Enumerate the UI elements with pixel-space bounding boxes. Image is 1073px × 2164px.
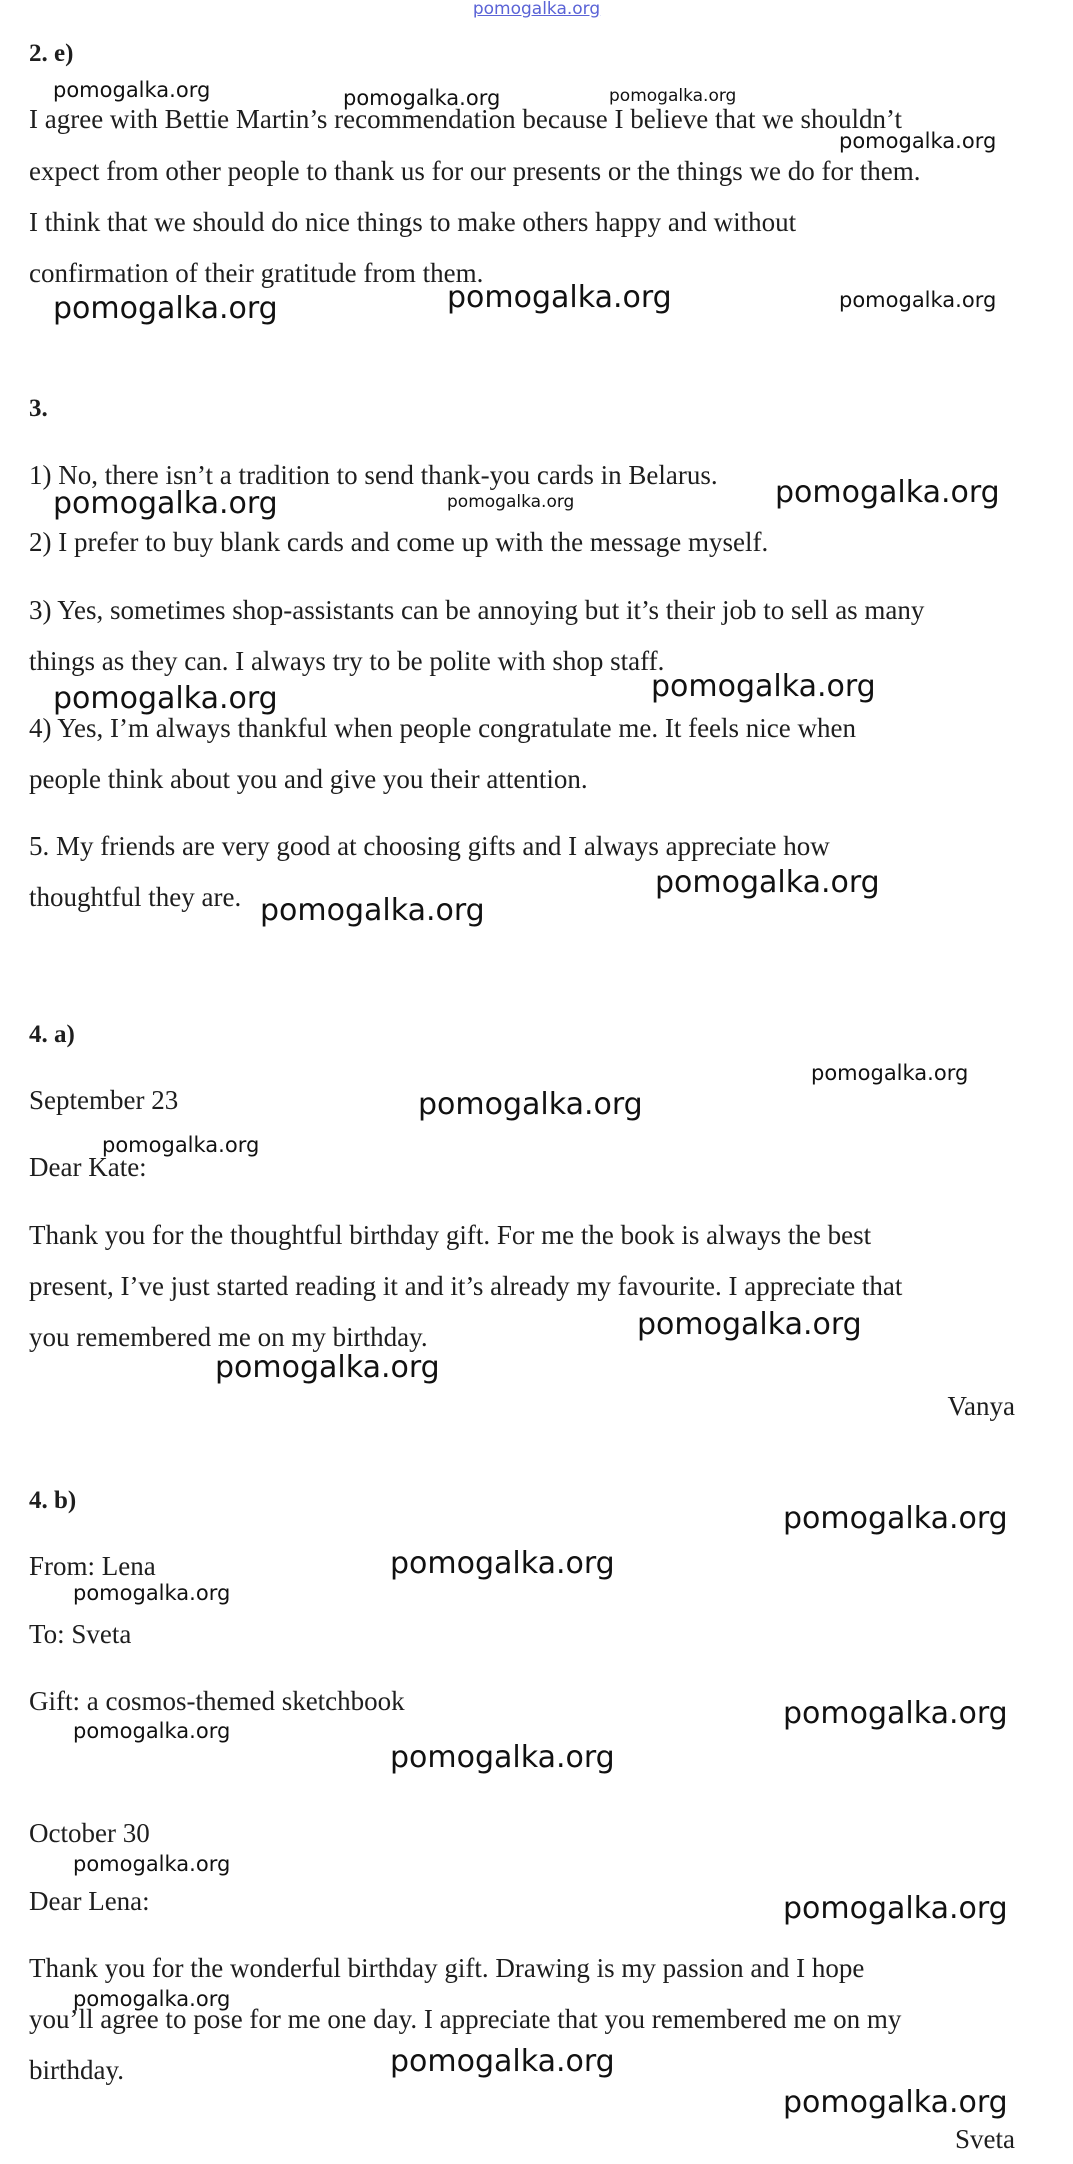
watermark: pomogalka.org xyxy=(390,2044,615,2079)
watermark: pomogalka.org xyxy=(783,1891,1008,1926)
watermark: pomogalka.org xyxy=(655,865,880,900)
watermark: pomogalka.org xyxy=(839,288,997,312)
letter-line: birthday. xyxy=(29,2055,124,2085)
letter-line: you remembered me on my birthday. xyxy=(29,1322,428,1352)
watermark: pomogalka.org xyxy=(53,291,278,326)
watermark: pomogalka.org xyxy=(783,1501,1008,1536)
watermark: pomogalka.org xyxy=(390,1546,615,1581)
answer-2: 2) I prefer to buy blank cards and come up with the message myself. xyxy=(29,527,769,557)
letter-line: Thank you for the wonderful birthday gift. Drawing is my passion and I hope xyxy=(29,1953,865,1983)
letter-line: you’ll agree to pose for me one day. I appreciate that you remembered me on my xyxy=(29,2004,902,2034)
answer-3: 3) Yes, sometimes shop-assistants can be annoying but it’s their job to sell as many xyxy=(29,595,925,625)
heading-2e: 2. e) xyxy=(29,40,74,67)
watermark: pomogalka.org xyxy=(783,2085,1008,2120)
watermark: pomogalka.org xyxy=(390,1740,615,1775)
letter-date: October 30 xyxy=(29,1818,150,1848)
letter-greeting: Dear Lena: xyxy=(29,1886,150,1916)
text-line: expect from other people to thank us for our presents or the things we do for them. xyxy=(29,156,921,186)
watermark: pomogalka.org xyxy=(447,492,575,512)
heading-4b: 4. b) xyxy=(29,1487,77,1514)
watermark: pomogalka.org xyxy=(102,1133,260,1157)
card-to: To: Sveta xyxy=(29,1619,132,1649)
answer-4: 4) Yes, I’m always thankful when people congratulate me. It feels nice when xyxy=(29,713,856,743)
answer-5-cont: thoughtful they are. xyxy=(29,882,242,912)
text-line: I think that we should do nice things to make others happy and without xyxy=(29,207,797,237)
text-line: I agree with Bettie Martin’s recommendation because I believe that we shouldn’t xyxy=(29,104,902,134)
answer-1: 1) No, there isn’t a tradition to send thank-you cards in Belarus. xyxy=(29,460,718,490)
watermark: pomogalka.org xyxy=(811,1061,969,1085)
watermark: pomogalka.org xyxy=(73,1719,231,1743)
watermark: pomogalka.org xyxy=(783,1696,1008,1731)
watermark: pomogalka.org xyxy=(53,78,211,102)
heading-4a: 4. a) xyxy=(29,1021,75,1048)
letter-line: present, I’ve just started reading it and it’s already my favourite. I appreciate that xyxy=(29,1271,903,1301)
answer-3-cont: things as they can. I always try to be polite with shop staff. xyxy=(29,646,665,676)
header-link[interactable]: pomogalka.org xyxy=(472,0,601,19)
watermark: pomogalka.org xyxy=(651,669,876,704)
watermark: pomogalka.org xyxy=(73,1581,231,1605)
letter-greeting: Dear Kate: xyxy=(29,1152,147,1182)
letter-signature: Vanya xyxy=(947,1391,1015,1421)
watermark: pomogalka.org xyxy=(839,129,997,153)
answer-4-cont: people think about you and give you their attention. xyxy=(29,764,588,794)
watermark: pomogalka.org xyxy=(53,486,278,521)
letter-signature: Sveta xyxy=(955,2124,1015,2154)
watermark: pomogalka.org xyxy=(73,1852,231,1876)
heading-3: 3. xyxy=(29,395,48,422)
watermark: pomogalka.org xyxy=(215,1350,440,1385)
letter-line: Thank you for the thoughtful birthday gift. For me the book is always the best xyxy=(29,1220,872,1250)
text-line: confirmation of their gratitude from them. xyxy=(29,258,484,288)
watermark: pomogalka.org xyxy=(609,86,737,106)
watermark: pomogalka.org xyxy=(260,893,485,928)
card-gift: Gift: a cosmos-themed sketchbook xyxy=(29,1686,405,1716)
watermark: pomogalka.org xyxy=(637,1307,862,1342)
card-from: From: Lena xyxy=(29,1551,156,1581)
watermark: pomogalka.org xyxy=(53,681,278,716)
answer-5: 5. My friends are very good at choosing gifts and I always appreciate how xyxy=(29,831,830,861)
watermark: pomogalka.org xyxy=(447,280,672,315)
watermark: pomogalka.org xyxy=(343,86,501,110)
watermark: pomogalka.org xyxy=(418,1087,643,1122)
watermark: pomogalka.org xyxy=(775,475,1000,510)
letter-date: September 23 xyxy=(29,1085,179,1115)
watermark: pomogalka.org xyxy=(73,1987,231,2011)
